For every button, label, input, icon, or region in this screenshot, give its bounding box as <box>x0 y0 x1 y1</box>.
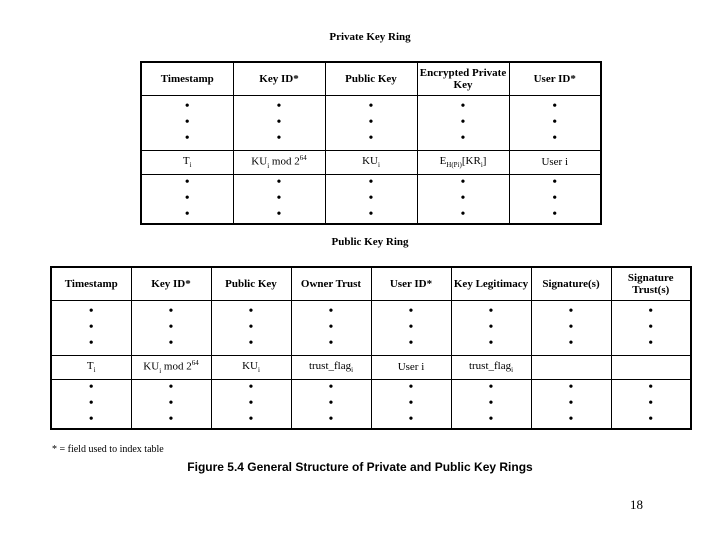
ellipsis: • • • <box>371 300 451 355</box>
col-public-key: Public Key <box>211 267 291 300</box>
ellipsis: • • • <box>509 174 601 224</box>
ellipsis: • • • <box>51 379 131 429</box>
cell-key-legitimacy: trust_flag$_i$ <box>451 355 531 379</box>
ellipsis: • • • <box>291 379 371 429</box>
public-entry-row <box>51 355 691 379</box>
col-key-legitimacy: Key Legitimacy <box>451 267 531 300</box>
cell-encrypted-key: $E_{H(Pi)}[KR_i]$ <box>417 150 509 174</box>
col-timestamp: Timestamp <box>141 62 233 95</box>
col-signature-trust: Signature Trust(s) <box>611 267 691 300</box>
cell-key-id: $KU_i$ mod $2^{64}$ <box>233 150 325 174</box>
col-key-id: Key ID* <box>131 267 211 300</box>
ellipsis: • • • <box>291 300 371 355</box>
ellipsis: • • • <box>509 95 601 150</box>
ellipsis: • • • <box>451 300 531 355</box>
index-footnote: * = field used to index table <box>52 444 164 455</box>
col-key-id: Key ID* <box>233 62 325 95</box>
col-user-id: User ID* <box>509 62 601 95</box>
ellipsis: • • • <box>417 95 509 150</box>
cell-timestamp: $T_i$ <box>141 150 233 174</box>
ellipsis: • • • <box>451 379 531 429</box>
cell-owner-trust: trust_flag$_i$ <box>291 355 371 379</box>
cell-public-key: $KU_i$ <box>211 355 291 379</box>
ellipsis: • • • <box>131 379 211 429</box>
ellipsis: • • • <box>531 300 611 355</box>
private-ellipsis-row-bottom <box>141 174 601 224</box>
public-ellipsis-row-bottom <box>51 379 691 429</box>
private-ring-title: Private Key Ring <box>329 31 411 43</box>
ellipsis: • • • <box>325 174 417 224</box>
cell-signatures <box>531 355 611 379</box>
col-signatures: Signature(s) <box>531 267 611 300</box>
public-header-row <box>51 267 691 300</box>
cell-key-id: $KU_i$ mod $2^{64}$ <box>131 355 211 379</box>
private-entry-row <box>141 150 601 174</box>
cell-user-id: User i <box>509 150 601 174</box>
ellipsis: • • • <box>233 95 325 150</box>
ellipsis: • • • <box>51 300 131 355</box>
ellipsis: • • • <box>141 95 233 150</box>
public-key-ring-table <box>50 266 692 430</box>
public-ring-title: Public Key Ring <box>331 236 409 248</box>
ellipsis: • • • <box>141 174 233 224</box>
cell-signature-trust <box>611 355 691 379</box>
col-public-key: Public Key <box>325 62 417 95</box>
private-header-row <box>141 62 601 95</box>
ellipsis: • • • <box>131 300 211 355</box>
ellipsis: • • • <box>531 379 611 429</box>
ellipsis: • • • <box>325 95 417 150</box>
ellipsis: • • • <box>211 379 291 429</box>
private-ellipsis-row-top <box>141 95 601 150</box>
cell-timestamp: $T_i$ <box>51 355 131 379</box>
col-owner-trust: Owner Trust <box>291 267 371 300</box>
figure-caption: Figure 5.4 General Structure of Private and Public Key Rings <box>187 460 533 474</box>
ellipsis: • • • <box>611 379 691 429</box>
ellipsis: • • • <box>371 379 451 429</box>
col-timestamp: Timestamp <box>51 267 131 300</box>
public-ellipsis-row-top <box>51 300 691 355</box>
cell-user-id: User i <box>371 355 451 379</box>
col-encrypted-private-key: Encrypted Private Key <box>417 62 509 95</box>
ellipsis: • • • <box>211 300 291 355</box>
page-number: 18 <box>630 497 643 512</box>
private-key-ring-table <box>140 61 602 225</box>
ellipsis: • • • <box>233 174 325 224</box>
col-user-id: User ID* <box>371 267 451 300</box>
ellipsis: • • • <box>611 300 691 355</box>
cell-public-key: $KU_i$ <box>325 150 417 174</box>
ellipsis: • • • <box>417 174 509 224</box>
